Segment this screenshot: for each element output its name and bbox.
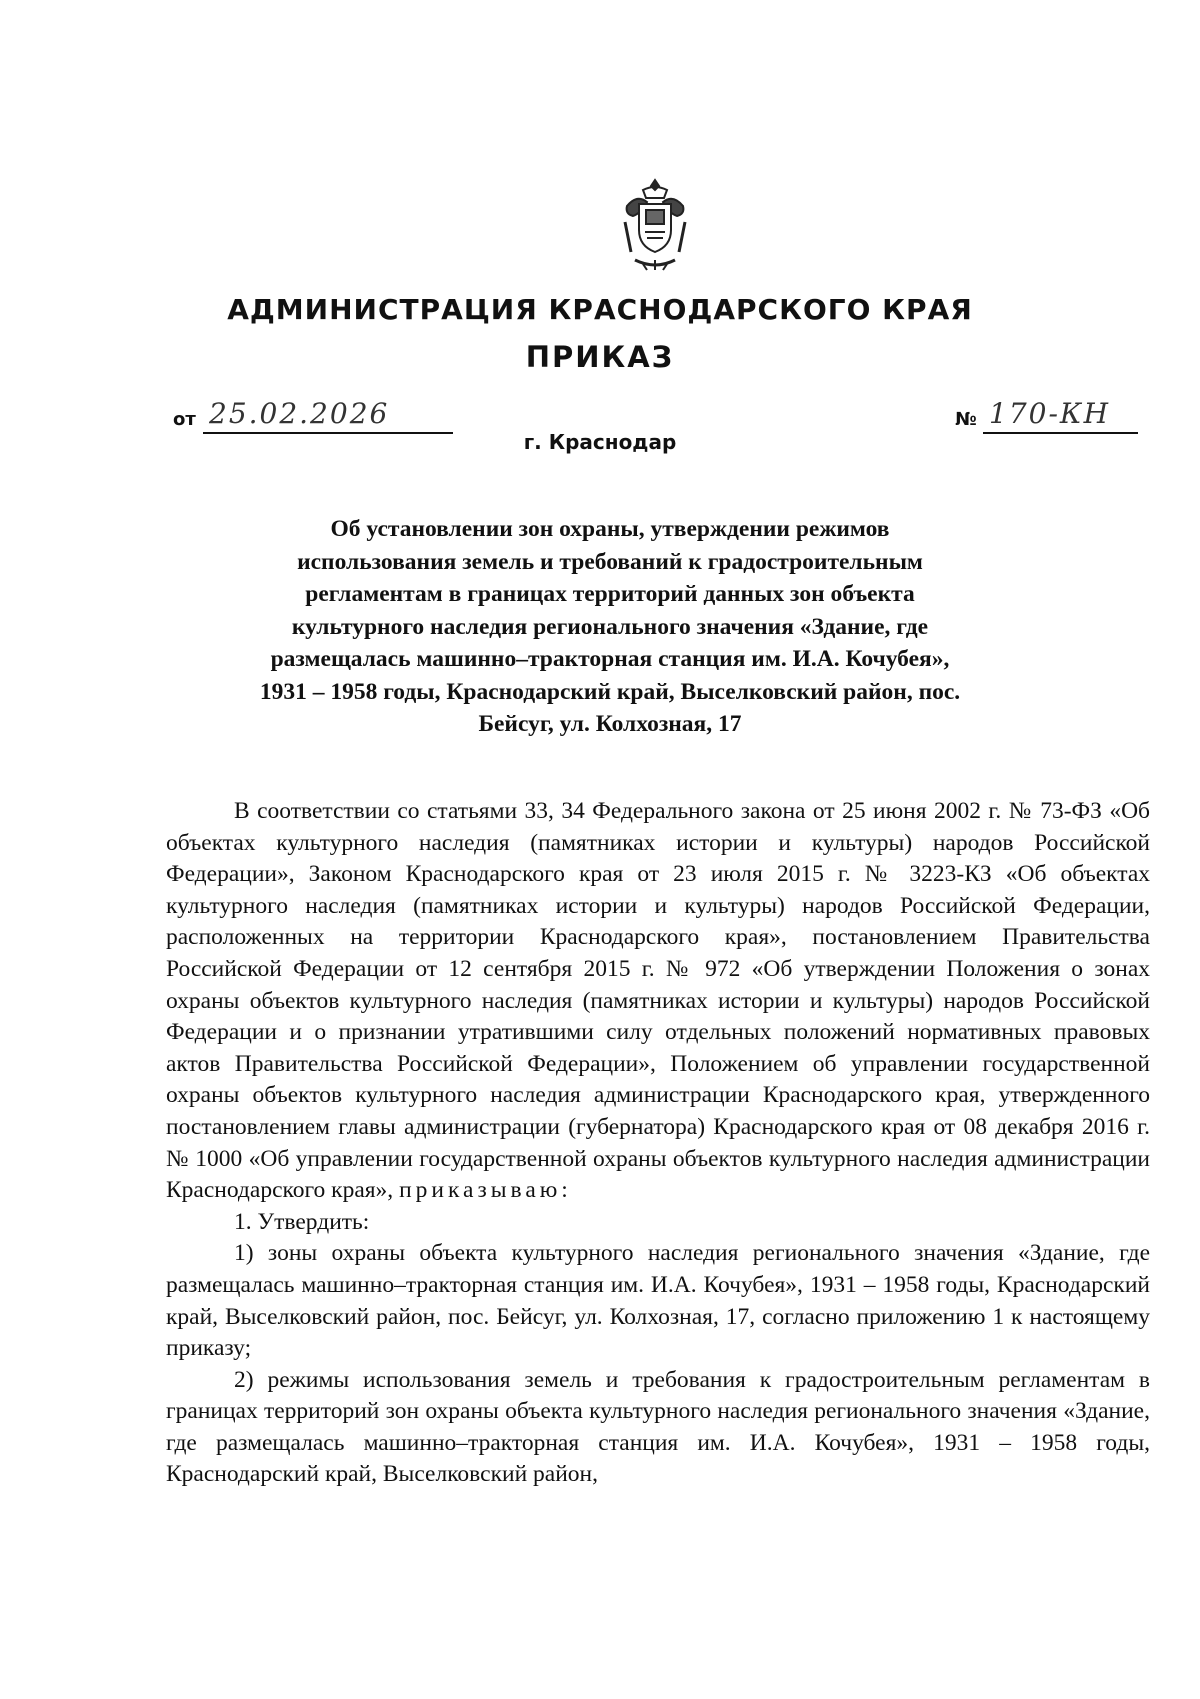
- document-body: [166, 796, 1150, 1491]
- city-label: г. Краснодар: [523, 430, 677, 454]
- document-type: ПРИКАЗ: [525, 340, 675, 374]
- item-1: 1. Утвердить:: [234, 1208, 370, 1235]
- organization-title: АДМИНИСТРАЦИЯ КРАСНОДАРСКОГО КРАЯ: [227, 293, 973, 326]
- date-field: [173, 398, 453, 434]
- date-value: 25.02.2026: [209, 397, 390, 430]
- item-1-2: 2) режимы использования земель и требования к градостроительным регламентам в границах территорий зон охраны объекта культурного наследия регионального значения «Здание, где размещалась машинно–тракторная станция им. И.А. Кочубея», 1931 – 1958 годы, Краснодарский край, Выселковский район,: [166, 1366, 1150, 1488]
- item-1-1: 1) зоны охраны объекта культурного наследия регионального значения «Здание, где размещалась машинно–тракторная станция им. И.А. Кочубея», 1931 – 1958 годы, Краснодарский край, Выселковский район, пос. Бейсуг, ул. Колхозная, 17, согласно приложению 1 к настоящему приказу;: [166, 1240, 1150, 1362]
- preamble-paragraph: [166, 796, 1150, 1207]
- coat-of-arms-emblem: [617, 176, 693, 272]
- date-label: от: [173, 409, 196, 430]
- number-field: [955, 398, 1140, 434]
- document-subject-title: Об установлении зон охраны, утверждении режимов использования земель и требований к градостроительным регламентам в границах территорий данных зон объекта культурного наследия регионального значения «Здание, где размещалась машинно–тракторная станция им. И.А. Кочубея», 1931 – 1958 годы, Краснодарский край, Выселковский район, пос. Бейсуг, ул. Колхозная, 17: [259, 516, 961, 737]
- number-value: 170-КН: [989, 397, 1110, 430]
- number-label: №: [955, 409, 977, 430]
- order-word: приказываю:: [399, 1177, 572, 1204]
- preamble-text: В соответствии со статьями 33, 34 Федерального закона от 25 июня 2002 г. № 73-ФЗ «Об объектах культурного наследия (памятниках истории и культуры) народов Российской Федерации», Законом Краснодарского края от 23 июля 2015 г. № 3223-КЗ «Об объектах культурного наследия (памятниках истории и культуры) народов Российской Федерации, расположенных на территории Краснодарского края», постановлением Правительства Российской Федерации от 12 сентября 2015 г. № 972 «Об утверждении Положения о зонах охраны объектов культурного наследия (памятниках истории и культуры) народов Российской Федерации и о признании утратившими силу отдельных положений нормативных правовых актов Правительства Российской Федерации», Положением об управлении государственной охраны объектов культурного наследия администрации Краснодарского края, утвержденного постановлением главы администрации (губернатора) Краснодарского края от 08 декабря 2016 г. № 1000 «Об управлении государственной охраны объектов культурного наследия администрации Краснодарского края»,: [166, 798, 1150, 1204]
